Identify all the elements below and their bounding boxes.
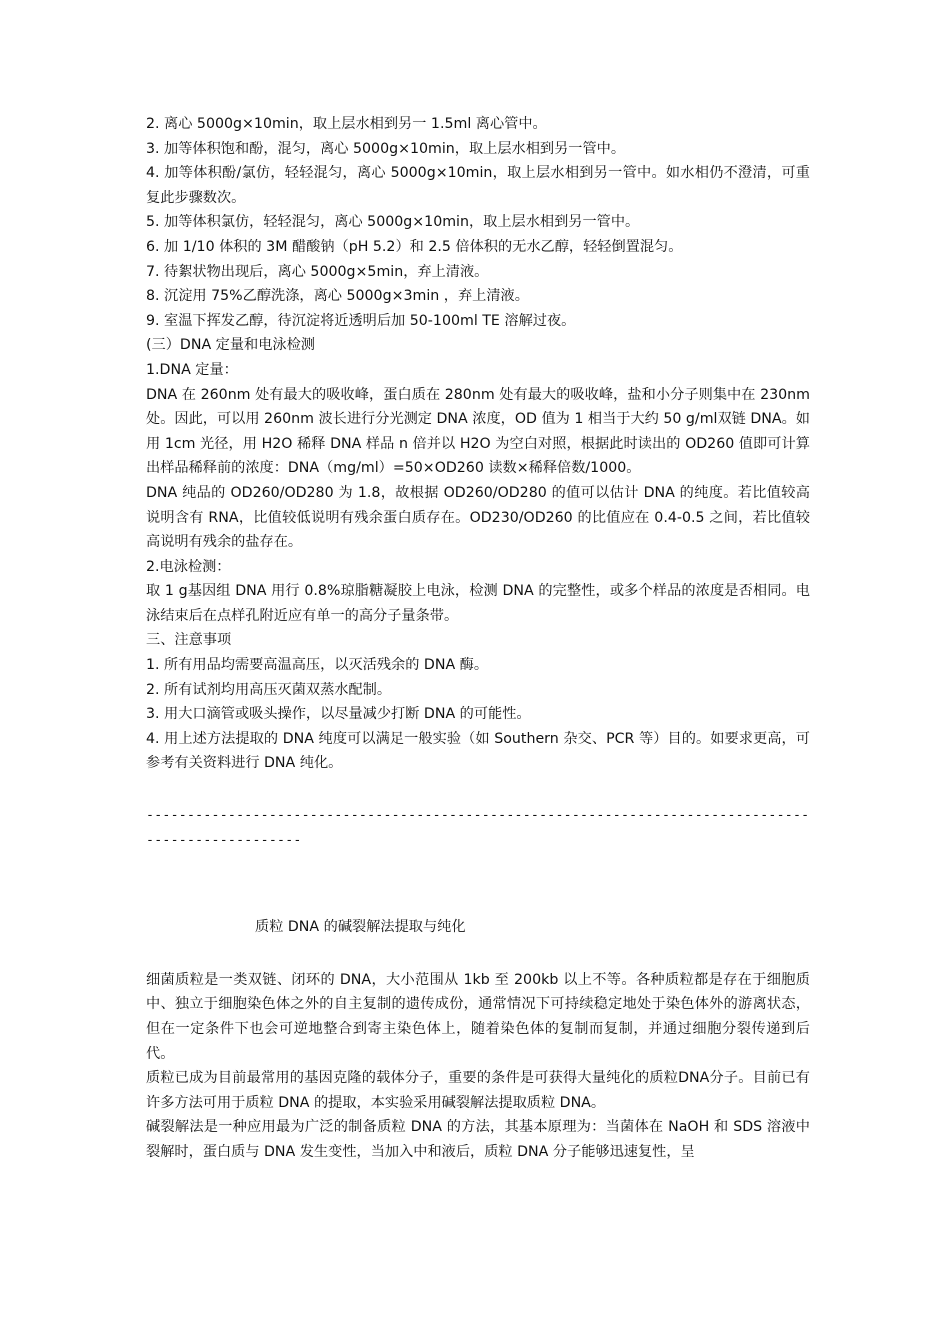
- note-3: 3. 用大口滴管或吸头操作，以尽量减少打断 DNA 的可能性。: [146, 706, 531, 723]
- step-2: 2. 离心 5000g×10min，取上层水相到另一 1.5ml 离心管中。: [146, 116, 547, 132]
- step-4: 4. 加等体积酚/氯仿，轻轻混匀，离心 5000g×10min，取上层水相到另一管中。如水相仍不澄清，可重复此步骤数次。: [146, 165, 810, 206]
- step-8: 8. 沉淀用 75%乙醇洗涤，离心 5000g×3min ，弃上清液。: [146, 288, 529, 305]
- dashed-separator: ----------------------------------------------------------------------------------------------------: [146, 808, 810, 848]
- section-heading-quant-electro: (三）DNA 定量和电泳检测: [146, 337, 315, 354]
- subheading-dna-quant: 1.DNA 定量：: [146, 361, 238, 378]
- step-9: 9. 室温下挥发乙醇，待沉淀将近透明后加 50-100ml TE 溶解过夜。: [146, 312, 576, 329]
- subheading-electrophoresis: 2.电泳检测：: [146, 558, 231, 575]
- step-6: 6. 加 1/10 体积的 3M 醋酸钠（pH 5.2）和 2.5 倍体积的无水乙醇，轻轻倒置混匀。: [146, 238, 683, 255]
- note-1: 1. 所有用品均需要高温高压，以灭活残余的 DNA 酶。: [146, 657, 489, 674]
- paragraph-quant-2: DNA 纯品的 OD260/OD280 为 1.8，故根据 OD260/OD280 的值可以估计 DNA 的纯度。若比值较高说明含有 RNA，比值较低说明有残余蛋白质存在。OD230/OD260 的比值应在 0.4-0.5 之间，若比值较高说明有残余的盐存在。: [146, 484, 810, 551]
- plasmid-section-title: 质粒 DNA 的碱裂解法提取与纯化: [255, 919, 466, 936]
- document-page: [146, 112, 810, 1165]
- section-heading-notes: 三、注意事项: [146, 632, 232, 649]
- note-4: 4. 用上述方法提取的 DNA 纯度可以满足一般实验（如 Southern 杂交、PCR 等）目的。如要求更高，可参考有关资料进行 DNA 纯化。: [146, 730, 810, 772]
- spacer: [146, 940, 810, 968]
- spacer: [146, 776, 810, 804]
- paragraph-plasmid-1: 细菌质粒是一类双链、闭环的 DNA，大小范围从 1kb 至 200kb 以上不等。各种质粒都是存在于细胞质中、独立于细胞染色体之外的自主复制的遗传成份，通常情况下可持续稳定地处于染色体外的游离状态，但在一定条件下也会可逆地整合到寄主染色体上，随着染色体的复制而复制，并通过细胞分裂传递到后代。: [146, 971, 810, 1062]
- paragraph-plasmid-3: 碱裂解法是一种应用最为广泛的制备质粒 DNA 的方法，其基本原理为：当菌体在 NaOH 和 SDS 溶液中裂解时，蛋白质与 DNA 发生变性，当加入中和液后，质粒 DNA 分子能够迅速复性，呈: [146, 1119, 810, 1160]
- step-7: 7. 待絮状物出现后，离心 5000g×5min，弃上清液。: [146, 263, 489, 280]
- note-2: 2. 所有试剂均用高压灭菌双蒸水配制。: [146, 681, 392, 698]
- step-5: 5. 加等体积氯仿，轻轻混匀，离心 5000g×10min，取上层水相到另一管中。: [146, 214, 640, 231]
- paragraph-plasmid-2: 质粒已成为目前最常用的基因克隆的载体分子，重要的条件是可获得大量纯化的质粒DNA分子。目前已有许多方法可用于质粒 DNA 的提取，本实验采用碱裂解法提取质粒 DNA。: [146, 1070, 810, 1111]
- spacer: [146, 853, 810, 915]
- step-3: 3. 加等体积饱和酚，混匀，离心 5000g×10min，取上层水相到另一管中。: [146, 140, 626, 157]
- paragraph-quant-1: DNA 在 260nm 处有最大的吸收峰，蛋白质在 280nm 处有最大的吸收峰，盐和小分子则集中在 230nm 处。因此，可以用 260nm 波长进行分光测定 DNA 浓度，OD 值为 1 相当于大约 50 g/ml双链 DNA。如用 1cm 光径，用 H2O 稀释 DNA 样品 n 倍并以 H2O 为空白对照，根据此时读出的 OD260 值即可计算出样品稀释前的浓度：DNA（mg/ml）=50×OD260 读数×稀释倍数/1000。: [146, 386, 810, 477]
- paragraph-electrophoresis: 取 1 g基因组 DNA 用行 0.8%琼脂糖凝胶上电泳，检测 DNA 的完整性，或多个样品的浓度是否相同。电泳结束后在点样孔附近应有单一的高分子量条带。: [146, 583, 810, 624]
